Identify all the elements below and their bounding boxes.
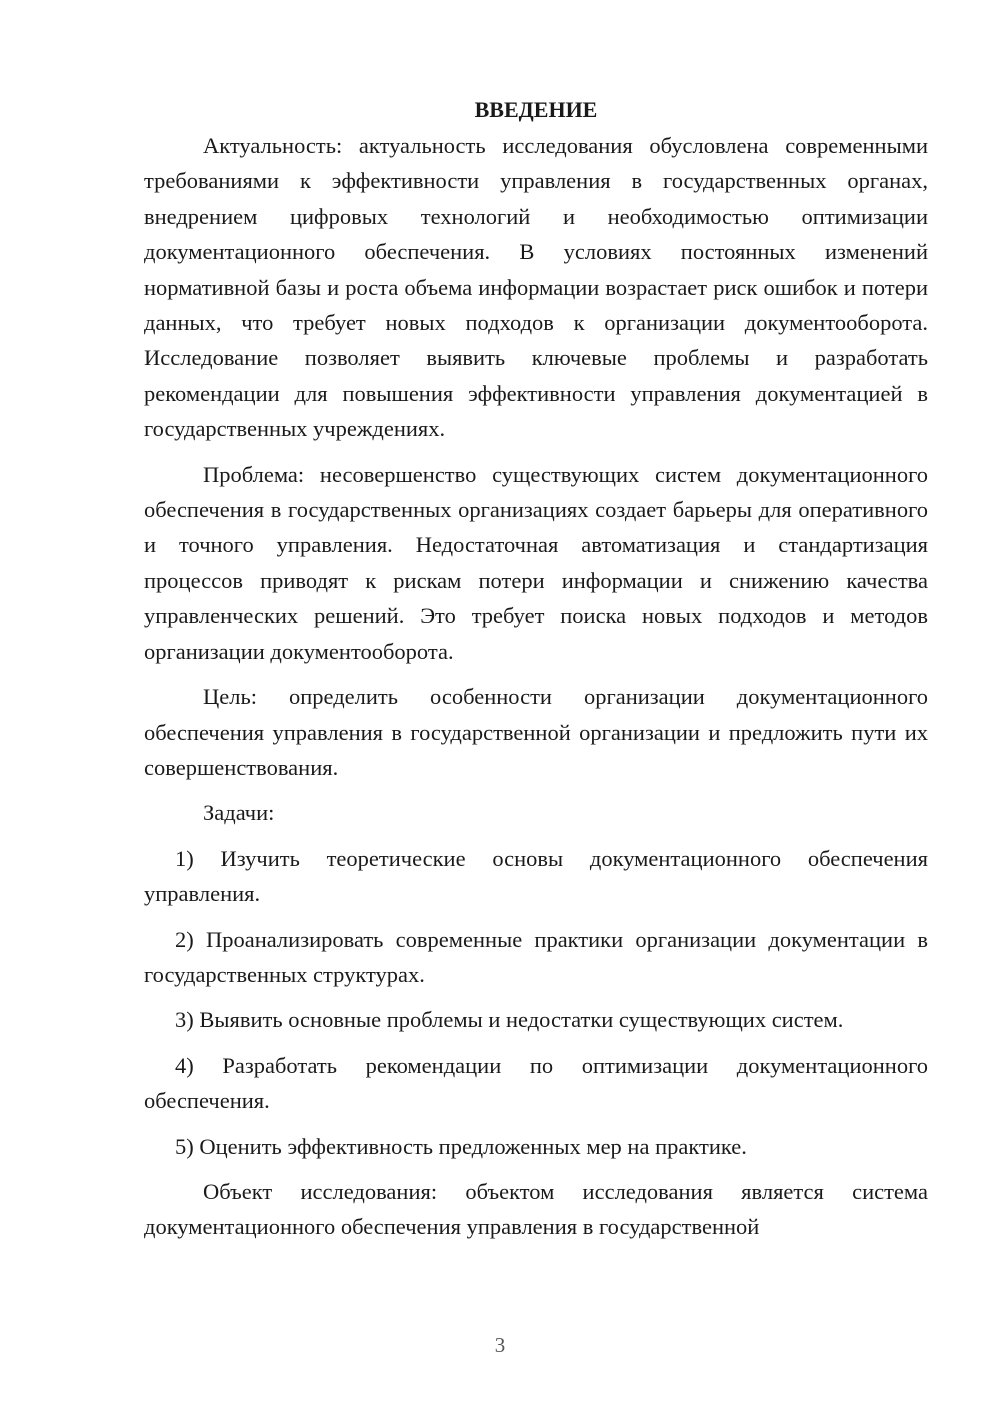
paragraph-goal: Цель: определить особенности организации документационного обеспечения управления в государственной организации и предложить пути их совершенствования. <box>144 684 928 780</box>
document-page <box>144 92 928 1255</box>
task-item-2: 2) Проанализировать современные практики организации документации в государственных структурах. <box>144 926 928 987</box>
section-heading: ВВЕДЕНИЕ <box>474 97 598 122</box>
page-number: 3 <box>494 1333 506 1357</box>
task-item-5: 5) Оценить эффективность предложенных мер на практике. <box>175 1133 747 1159</box>
paragraph-problem: Проблема: несовершенство существующих систем документационного обеспечения в государственных организациях создает барьеры для оперативного и точного управления. Недостаточная автоматизация и стандартизация процессов приводят к рискам потери информации и снижению качества управленческих решений. Это требует поиска новых подходов и методов организации документооборота. <box>144 461 928 664</box>
task-item-3: 3) Выявить основные проблемы и недостатки существующих систем. <box>175 1007 844 1033</box>
task-item-1: 1) Изучить теоретические основы документационного обеспечения управления. <box>144 845 928 907</box>
paragraph-relevance: Актуальность: актуальность исследования обусловлена современными требованиями к эффективности управления в государственных органах, внедрением цифровых технологий и необходимостью оптимизации документационного обеспечения. В условиях постоянных изменений нормативной базы и роста объема информации возрастает риск ошибок и потери данных, что требует новых подходов к организации документооборота. Исследование позволяет выявить ключевые проблемы и разработать рекомендации для повышения эффективности управления документацией в государственных учреждениях. <box>144 133 928 442</box>
paragraph-tasks-label: Задачи: <box>203 800 275 826</box>
task-item-4: 4) Разработать рекомендации по оптимизации документационного обеспечения. <box>144 1052 928 1114</box>
paragraph-research-object: Объект исследования: объектом исследования является система документационного обеспечения управления в государственной <box>144 1178 928 1240</box>
